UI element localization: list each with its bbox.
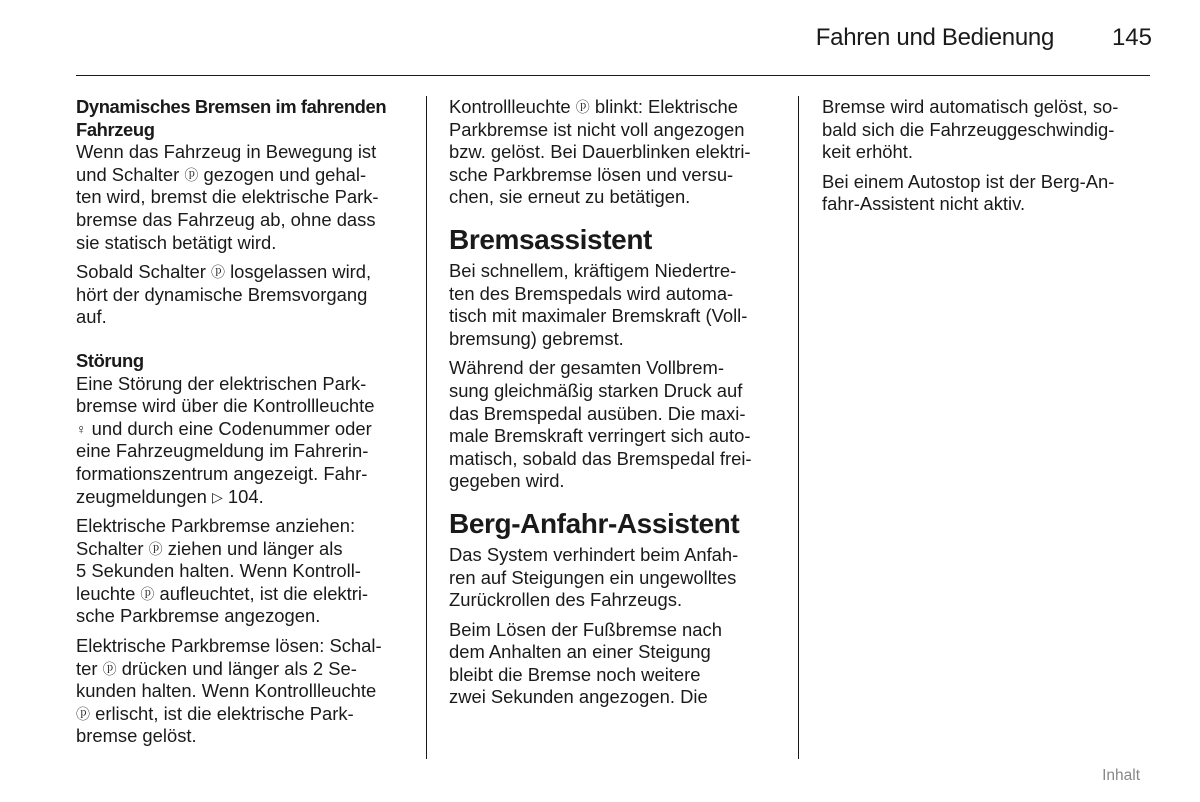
brake-switch-icon: ⓟ — [76, 705, 90, 722]
paragraph-brake-assist-1: Bei schnellem, kräftigem Niedertre- ten des Bremspedals wird automa- tisch mit maximaler Bremskraft (Voll- bremsung) gebremst. — [449, 259, 748, 349]
subheading-fault: Störung — [76, 349, 144, 371]
warning-light-icon: ♀ — [76, 420, 87, 437]
column-divider-right — [798, 96, 799, 759]
column-left — [76, 96, 416, 755]
subheading-dynamic-braking: Dynamisches Bremsen im fahrenden Fahrzeug — [76, 96, 387, 140]
page-number: 145 — [1111, 24, 1152, 51]
brake-switch-icon: ⓟ — [210, 264, 225, 281]
contents-link[interactable]: Inhalt — [1102, 767, 1140, 784]
paragraph-release-parking-brake: Elektrische Parkbremse lösen: Schal- ter ⓟ drücken und länger als 2 Se- kunden halten. Wenn Kontrollleuchte ⓟ erlischt, ist die elektrische Park- bremse gelöst. — [76, 635, 382, 747]
paragraph-apply-parking-brake: Elektrische Parkbremse anziehen: Schalter ⓟ ziehen und länger als 5 Sekunden halten. Wenn Kontroll- leuchte ⓟ aufleuchtet, ist die elektri- sche Parkbremse angezogen. — [76, 515, 369, 627]
paragraph-hill-start-1: Das System verhindert beim Anfah- ren auf Steigungen ein ungewolltes Zurückrollen des Fahrzeugs. — [449, 543, 739, 611]
paragraph-dynamic-braking-2: Sobald Schalter ⓟ losgelassen wird, hört der dynamische Bremsvorgang auf. — [76, 261, 372, 328]
brake-switch-icon: ⓟ — [102, 660, 117, 677]
column-divider-left — [426, 96, 427, 759]
brake-switch-icon: ⓟ — [575, 99, 590, 115]
paragraph-brake-assist-2: Während der gesamten Vollbrem- sung gleichmäßig starken Druck auf das Bremspedal ausüben. Die maxi- male Bremskraft verringert sich auto- matisch, sobald das Bremspedal frei- gegeben wird. — [449, 357, 752, 492]
header-rule — [76, 75, 1150, 76]
paragraph-hill-start-2: Beim Lösen der Fußbremse nach dem Anhalten an einer Steigung bleibt die Bremse noch weitere zwei Sekunden angezogen. Die — [449, 618, 722, 708]
column-right — [822, 96, 1152, 223]
paragraph-autostop-note: Bei einem Autostop ist der Berg-An- fahr-Assistent nicht aktiv. — [822, 170, 1115, 215]
page-reference-icon[interactable]: ▷ — [212, 488, 223, 505]
paragraph-dynamic-braking-1: Wenn das Fahrzeug in Bewegung ist und Schalter ⓟ gezogen und gehal- ten wird, bremst die elektrische Park- bremse das Fahrzeug ab, ohne dass sie statisch betätigt wird. — [76, 141, 379, 253]
heading-hill-start-assist: Berg-Anfahr-Assistent — [449, 507, 740, 539]
heading-brake-assist: Bremsassistent — [449, 223, 652, 255]
column-middle — [449, 96, 789, 716]
brake-switch-icon: ⓟ — [184, 166, 199, 183]
paragraph-warning-light-blinks: Kontrollleuchte ⓟ blinkt: Elektrische Parkbremse ist nicht voll angezogen bzw. gelöst. Bei Dauerblinken elektri- sche Parkbremse lösen und versu- chen, sie erneut zu betätigen. — [449, 96, 751, 208]
running-header-title: Fahren und Bedienung — [815, 24, 1054, 51]
paragraph-fault: Eine Störung der elektrischen Park- bremse wird über die Kontrollleuchte ♀ und durch eine Codenummer oder eine Fahrzeugmeldung im Fahrerin- formationszentrum angezeigt. Fahr- zeugmeldungen ▷ 104. — [76, 372, 375, 507]
brake-switch-icon: ⓟ — [140, 585, 155, 602]
brake-switch-icon: ⓟ — [148, 540, 163, 557]
paragraph-hill-start-3: Bremse wird automatisch gelöst, so- bald sich die Fahrzeuggeschwindig- keit erhöht. — [822, 96, 1119, 163]
